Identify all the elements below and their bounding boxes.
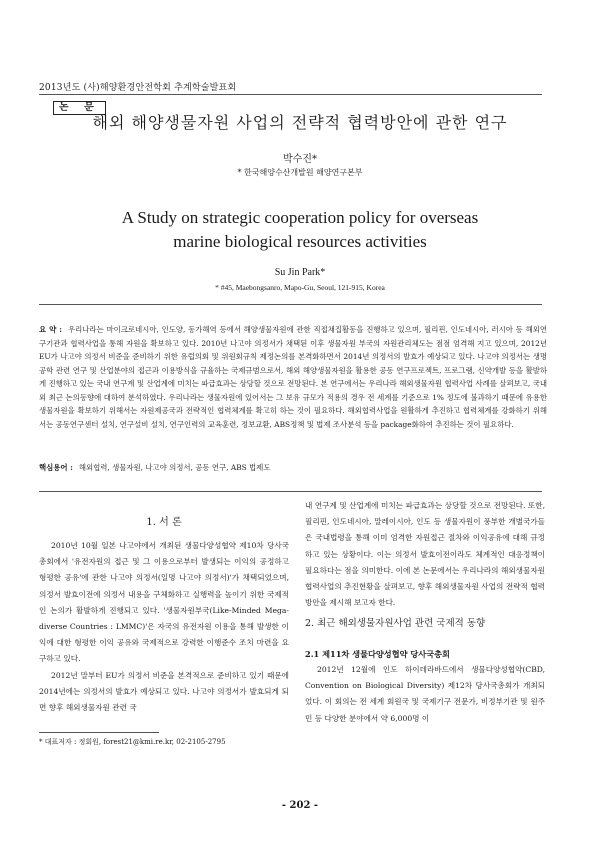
section2-body: [305, 662, 545, 727]
korean-title: 해외 해양생물자원 사업의 전략적 협력방안에 관한 연구: [92, 113, 508, 132]
english-affiliation: * #45, Maebongsanro, Mapo-Gu, Seoul, 121-915, Korea: [215, 283, 385, 292]
english-title-line2: marine biological resources activities: [173, 232, 427, 251]
korean-affiliation: * 한국해양수산개발원 해양연구본부: [237, 168, 363, 177]
article-type-badge: 논 문: [53, 101, 106, 115]
footnote: * 대표저자 : 정회원, forest21@kmi.re.kr, 02-2105-2795: [39, 738, 226, 746]
conference-header: 2013년도 (사)해양환경안전학회 추계학술발표회: [39, 83, 237, 93]
section1-heading: 1. 서 론: [146, 517, 182, 528]
abstract: [39, 323, 547, 431]
section2-1-heading: 2.1 제11차 생물다양성협약 당사국총회: [305, 649, 450, 659]
keywords: [39, 462, 547, 473]
keywords-text: 해외협력, 생물자원, 나고야 의정서, 공동 연구, ABS 법제도: [78, 463, 271, 472]
footnote-divider: [39, 732, 159, 733]
header-divider: [39, 94, 542, 95]
abstract-text: 우리나라는 마이크로네시아, 인도양, 동가해역 등에서 해양생물자원에 관한 직접채집활동을 진행하고 있으며, 필리핀, 인도네시아, 러시아 등 해외연구기관과 협력사업을 통해 자원을 확보하고 있다. 2010년 나고야 의정서가 채택된 이후 생물자원 부국의 자원관리체도는 점점 엄격해 지고 있으며, 2012년 EU가 나고야 의정서 비준을 준비하기 위한 유럽의회 및 위원회규칙 제정논의를 본격화하면서 2014년 의정서의 발효가 예상되고 있다. 나고야 의정서는 생명공학 관련 연구 및 산업분야의 접근과 이용방식을 규율하는 국제규범으로서, 해외 해양생물자원을 활용한 공동 연구프로젝트, 프로그램, 신약개발 등을 활발하게 진행하고 있는 국내 연구계 및 산업계에 미치는 파급효과는 상당할 것으로 전망된다. 본 연구에서는 우리나라 해외생물자원 협력사업 사례를 살펴보고, 국내외 최근 논의동향에 대하여 분석하였다. 우리나라는 생물자원에 있어서는 그 보유 규모가 적용의 경우 전 세계를 기준으로 1% 정도에 불과하기 때문에 유용한 생물자원을 확보하기 위해서는 자원제공국과 전략적인 협력체계를 확고히 하는 것이 필요하다. 해외협력사업을 원활하게 추진하고 협력체계를 강화하기 위해서는 공동연구센터 설치, 연구설비 설치, 연구인력의 교육훈련, 정보교환, ABS정책 및 법제 조사분석 등을 package화하여 추진하는 것이 필요하다.: [39, 325, 547, 429]
section1-paragraph: 2012년 말부터 EU가 의정서 비준을 본격적으로 준비하고 있기 때문에 2014년에는 의정서의 발효가 예상되고 있다. 나고야 의정서가 발효되게 되면 향후 해외생물자원 관련 국: [39, 670, 289, 713]
abstract-label: 요 약 :: [39, 325, 63, 334]
section1-paragraph: 2010년 10월 일본 나고야에서 개최된 생물다양성협약 제10차 당사국총회에서 '유전자원의 접근 및 그 이용으로부터 발생되는 이익의 공정하고 형평한 공유'에 관한 나고야 의정서(일명 나고야 의정서)'가 채택되었으며, 의정서 발효이전에 의정서 내용을 구체화하고 실행력을 높이기 위한 국제적인 논의가 활발하게 진행되고 있다. '생물자원부국(Like-Minded Mega-diverse Countries : LMMC)'은 자국의 유전자원 이용을 통해 발생한 이익에 대한 형평한 이익 공유와 국제적으로 강력한 이행준수 조치 마련을 요구하고 있다.: [39, 541, 289, 664]
section2-paragraph: 2012년 12월에 인도 하이데라바드에서 생물다양성협약(CBD, Convention on Biological Diversity) 제12차 당사국총회가 개최되었다. 이 회의는 전 세계 회원국 및 국제기구 전문가, 비정부기관 및 원주민 등 다양한 분야에서 약 6,000명 이: [305, 665, 545, 723]
continuation-paragraph: 내 연구계 및 산업계에 미치는 파급효과는 상당할 것으로 전망된다. 또한, 필리핀, 인도네시아, 말레이시아, 인도 등 생물자원이 풍부한 개별국가들은 국내법령을 통해 이미 엄격한 자원접근 절차와 이익공유에 대해 규정하고 있는 상황이다. 이는 의정서 발효이전이라도 체계적인 대응정책이 필요하다는 점을 의미한다. 이에 본 논문에서는 우리나라의 해외생물자원 협력사업의 추진현황을 살펴보고, 향후 해외생물자원 사업의 전략적 협력방안을 제시해 보고자 한다.: [305, 501, 545, 608]
keywords-label: 핵심용어 :: [39, 463, 73, 472]
keywords-divider: [39, 491, 542, 492]
korean-author: 박수진*: [283, 154, 317, 165]
abstract-divider: [39, 304, 542, 305]
section2-heading: 2. 최근 해외생물자원사업 관련 국제적 동향: [305, 618, 486, 629]
english-title-line1: A Study on strategic cooperation policy for overseas: [121, 208, 479, 227]
right-column-continuation: [305, 498, 545, 611]
section1-body: [39, 538, 289, 716]
page-number: - 202 -: [281, 800, 319, 811]
english-author: Su Jin Park*: [274, 267, 326, 278]
